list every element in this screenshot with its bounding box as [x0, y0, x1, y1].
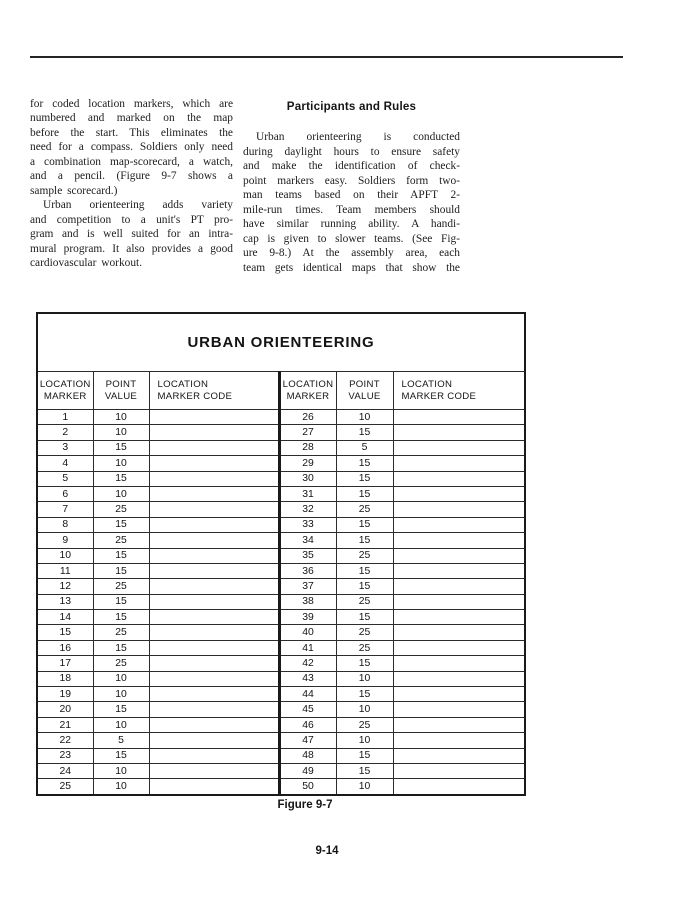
table-row — [37, 502, 525, 517]
code-cell — [149, 425, 279, 440]
table-row — [37, 471, 525, 486]
marker-cell: 21 — [37, 717, 93, 732]
value-cell: 15 — [336, 687, 393, 702]
code-cell — [393, 410, 525, 425]
table-row — [37, 717, 525, 732]
table-row — [37, 579, 525, 594]
text-line: mural program. It also provides a good — [30, 242, 233, 255]
value-cell: 25 — [93, 625, 149, 640]
marker-cell: 6 — [37, 486, 93, 501]
value-cell: 15 — [336, 533, 393, 548]
marker-cell: 35 — [279, 548, 336, 563]
value-cell: 25 — [336, 594, 393, 609]
marker-cell: 8 — [37, 517, 93, 532]
column-header-line: VALUE — [348, 390, 381, 402]
column-header-line: LOCATION — [401, 378, 453, 390]
text-line: point markers easy. Soldiers form two- — [243, 174, 460, 187]
code-cell — [393, 625, 525, 640]
code-cell — [393, 471, 525, 486]
value-cell: 10 — [93, 671, 149, 686]
value-cell: 15 — [336, 656, 393, 671]
code-cell — [149, 486, 279, 501]
table-row — [37, 733, 525, 748]
code-cell — [149, 763, 279, 778]
column-header-line: VALUE — [104, 390, 138, 402]
text-line: ure 9-8.) At the assembly area, each — [243, 247, 460, 260]
marker-cell: 27 — [279, 425, 336, 440]
marker-cell: 1 — [37, 410, 93, 425]
table-row — [37, 610, 525, 625]
marker-cell: 38 — [279, 594, 336, 609]
marker-cell: 24 — [37, 763, 93, 778]
value-cell: 10 — [93, 717, 149, 732]
marker-cell: 32 — [279, 502, 336, 517]
text-line: Urban orienteering adds variety — [43, 199, 233, 212]
value-cell: 15 — [93, 748, 149, 763]
marker-cell: 37 — [279, 579, 336, 594]
value-cell: 15 — [336, 563, 393, 578]
table-row — [37, 656, 525, 671]
table-row — [37, 563, 525, 578]
code-cell — [393, 563, 525, 578]
table-title: URBAN ORIENTEERING — [37, 313, 525, 372]
column-header-line: LOCATION — [157, 378, 209, 390]
marker-cell: 50 — [279, 779, 336, 795]
marker-cell: 45 — [279, 702, 336, 717]
value-cell: 10 — [336, 671, 393, 686]
value-cell: 15 — [336, 748, 393, 763]
marker-cell: 41 — [279, 640, 336, 655]
marker-cell: 33 — [279, 517, 336, 532]
marker-cell: 34 — [279, 533, 336, 548]
table-row — [37, 486, 525, 501]
table-row — [37, 671, 525, 686]
marker-cell: 49 — [279, 763, 336, 778]
value-cell: 15 — [93, 548, 149, 563]
marker-cell: 28 — [279, 440, 336, 455]
value-cell: 25 — [93, 502, 149, 517]
value-cell: 15 — [93, 440, 149, 455]
marker-cell: 17 — [37, 656, 93, 671]
code-cell — [393, 425, 525, 440]
value-cell: 10 — [93, 779, 149, 795]
column-header — [149, 372, 279, 410]
marker-cell: 31 — [279, 486, 336, 501]
value-cell: 15 — [336, 579, 393, 594]
table-row — [37, 410, 525, 425]
value-cell: 15 — [93, 640, 149, 655]
code-cell — [393, 548, 525, 563]
value-cell: 15 — [336, 425, 393, 440]
marker-cell: 46 — [279, 717, 336, 732]
table-row — [37, 517, 525, 532]
text-line: cardiovascular workout. — [30, 256, 143, 269]
code-cell — [149, 410, 279, 425]
code-cell — [149, 502, 279, 517]
marker-cell: 4 — [37, 456, 93, 471]
text-line: a combination map-scorecard, a watch, — [30, 155, 233, 168]
value-cell: 15 — [93, 702, 149, 717]
value-cell: 10 — [336, 410, 393, 425]
text-line: mile-run times. Team members should — [243, 203, 460, 216]
text-line: need for a compass. Soldiers only need — [30, 141, 233, 154]
column-header — [336, 372, 393, 410]
column-header — [37, 372, 93, 410]
table-row — [37, 687, 525, 702]
value-cell: 15 — [93, 563, 149, 578]
code-cell — [149, 640, 279, 655]
marker-cell: 42 — [279, 656, 336, 671]
marker-cell: 13 — [37, 594, 93, 609]
column-header-line: MARKER CODE — [157, 390, 233, 402]
code-cell — [149, 687, 279, 702]
text-line: have similar running ability. A handi- — [243, 218, 460, 231]
table-row — [37, 440, 525, 455]
table-title-row — [37, 313, 525, 372]
value-cell: 25 — [336, 640, 393, 655]
value-cell: 15 — [336, 471, 393, 486]
scorecard-table — [36, 312, 526, 796]
page-number: 9-14 — [315, 845, 339, 857]
text-line: man teams based on their APFT 2- — [243, 189, 460, 202]
column-header — [279, 372, 336, 410]
value-cell: 10 — [93, 763, 149, 778]
right-column — [243, 97, 460, 275]
value-cell: 25 — [93, 533, 149, 548]
header-rule — [30, 56, 623, 58]
text-line: and make the identification of check- — [243, 160, 460, 173]
code-cell — [393, 779, 525, 795]
code-cell — [393, 717, 525, 732]
code-cell — [149, 456, 279, 471]
code-cell — [393, 687, 525, 702]
code-cell — [393, 610, 525, 625]
marker-cell: 29 — [279, 456, 336, 471]
value-cell: 10 — [336, 733, 393, 748]
code-cell — [149, 594, 279, 609]
text-line: during daylight hours to ensure safety — [243, 145, 460, 158]
table-header-row — [37, 372, 525, 410]
value-cell: 5 — [93, 733, 149, 748]
value-cell: 25 — [93, 656, 149, 671]
code-cell — [149, 471, 279, 486]
value-cell: 15 — [93, 610, 149, 625]
code-cell — [393, 733, 525, 748]
left-column — [30, 97, 233, 275]
text-line: team gets identical maps that show the — [243, 261, 460, 274]
value-cell: 10 — [93, 410, 149, 425]
table-row — [37, 548, 525, 563]
marker-cell: 3 — [37, 440, 93, 455]
text-line: and a pencil. (Figure 9-7 shows a — [30, 170, 233, 183]
marker-cell: 5 — [37, 471, 93, 486]
text-line: before the start. This eliminates the — [30, 126, 233, 139]
orienteering-scorecard — [36, 312, 526, 796]
code-cell — [149, 733, 279, 748]
column-header-line: MARKER — [43, 390, 87, 402]
table-row — [37, 594, 525, 609]
figure-caption: Figure 9-7 — [277, 799, 333, 811]
right-column-body — [243, 130, 460, 275]
marker-cell: 39 — [279, 610, 336, 625]
code-cell — [149, 671, 279, 686]
code-cell — [149, 625, 279, 640]
table-row — [37, 748, 525, 763]
value-cell: 10 — [93, 486, 149, 501]
column-header-line: LOCATION — [39, 378, 91, 390]
marker-cell: 48 — [279, 748, 336, 763]
marker-cell: 12 — [37, 579, 93, 594]
value-cell: 25 — [336, 502, 393, 517]
value-cell: 15 — [336, 610, 393, 625]
column-header-line: MARKER — [286, 390, 330, 402]
column-header — [393, 372, 525, 410]
text-line: sample scorecard.) — [30, 184, 118, 197]
code-cell — [149, 748, 279, 763]
column-header-line: MARKER CODE — [401, 390, 477, 402]
marker-cell: 30 — [279, 471, 336, 486]
value-cell: 10 — [93, 456, 149, 471]
code-cell — [149, 610, 279, 625]
marker-cell: 18 — [37, 671, 93, 686]
value-cell: 25 — [336, 625, 393, 640]
marker-cell: 19 — [37, 687, 93, 702]
table-row — [37, 779, 525, 795]
column-header-line: LOCATION — [282, 378, 334, 390]
code-cell — [149, 563, 279, 578]
marker-cell: 20 — [37, 702, 93, 717]
section-heading: Participants and Rules — [286, 100, 417, 113]
code-cell — [393, 502, 525, 517]
code-cell — [393, 533, 525, 548]
column-header — [93, 372, 149, 410]
value-cell: 15 — [93, 594, 149, 609]
code-cell — [149, 440, 279, 455]
marker-cell: 23 — [37, 748, 93, 763]
code-cell — [393, 656, 525, 671]
marker-cell: 36 — [279, 563, 336, 578]
table-row — [37, 702, 525, 717]
code-cell — [149, 548, 279, 563]
code-cell — [149, 517, 279, 532]
value-cell: 10 — [336, 779, 393, 795]
text-line: cap is given to slower teams. (See Fig- — [243, 232, 460, 245]
code-cell — [149, 702, 279, 717]
marker-cell: 11 — [37, 563, 93, 578]
code-cell — [149, 579, 279, 594]
marker-cell: 26 — [279, 410, 336, 425]
column-header-line: POINT — [349, 378, 380, 390]
marker-cell: 43 — [279, 671, 336, 686]
code-cell — [393, 702, 525, 717]
marker-cell: 9 — [37, 533, 93, 548]
value-cell: 25 — [336, 548, 393, 563]
text-line: numbered and marked on the map — [30, 112, 233, 125]
marker-cell: 14 — [37, 610, 93, 625]
code-cell — [393, 640, 525, 655]
code-cell — [149, 779, 279, 795]
marker-cell: 7 — [37, 502, 93, 517]
code-cell — [393, 579, 525, 594]
value-cell: 5 — [336, 440, 393, 455]
value-cell: 10 — [93, 425, 149, 440]
code-cell — [393, 517, 525, 532]
table-row — [37, 763, 525, 778]
code-cell — [393, 594, 525, 609]
value-cell: 15 — [336, 517, 393, 532]
text-line: Urban orienteering is conducted — [256, 131, 460, 144]
code-cell — [149, 656, 279, 671]
code-cell — [149, 533, 279, 548]
marker-cell: 25 — [37, 779, 93, 795]
marker-cell: 22 — [37, 733, 93, 748]
table-row — [37, 640, 525, 655]
table-row — [37, 456, 525, 471]
value-cell: 25 — [93, 579, 149, 594]
text-line: for coded location markers, which are — [30, 98, 233, 110]
marker-cell: 2 — [37, 425, 93, 440]
value-cell: 25 — [336, 717, 393, 732]
marker-cell: 40 — [279, 625, 336, 640]
code-cell — [149, 717, 279, 732]
text-line: gram and is well suited for an intra- — [30, 228, 233, 241]
marker-cell: 10 — [37, 548, 93, 563]
value-cell: 15 — [93, 471, 149, 486]
column-header-line: POINT — [105, 378, 137, 390]
value-cell: 15 — [336, 486, 393, 501]
code-cell — [393, 763, 525, 778]
table-row — [37, 625, 525, 640]
marker-cell: 47 — [279, 733, 336, 748]
code-cell — [393, 440, 525, 455]
code-cell — [393, 456, 525, 471]
value-cell: 15 — [336, 763, 393, 778]
value-cell: 15 — [93, 517, 149, 532]
value-cell: 15 — [336, 456, 393, 471]
value-cell: 10 — [336, 702, 393, 717]
code-cell — [393, 748, 525, 763]
code-cell — [393, 671, 525, 686]
table-row — [37, 533, 525, 548]
marker-cell: 15 — [37, 625, 93, 640]
table-row — [37, 425, 525, 440]
marker-cell: 44 — [279, 687, 336, 702]
marker-cell: 16 — [37, 640, 93, 655]
code-cell — [393, 486, 525, 501]
text-line: and competition to a unit's PT pro- — [30, 213, 233, 226]
value-cell: 10 — [93, 687, 149, 702]
text-columns — [30, 97, 460, 275]
